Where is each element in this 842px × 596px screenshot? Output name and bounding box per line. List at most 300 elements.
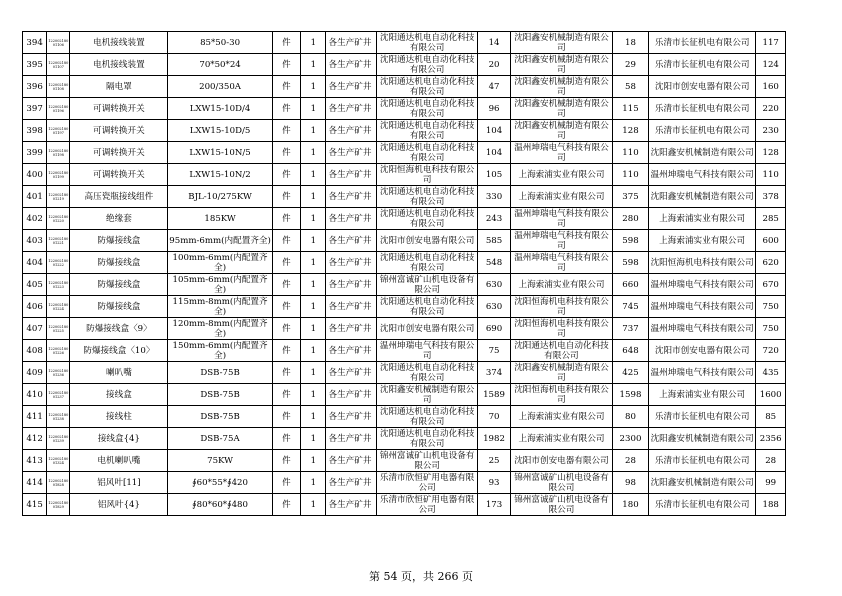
row-number: 402 [23, 208, 47, 230]
item-unit: 件 [272, 494, 300, 516]
supplier-3: 沈阳恒海机电科技有限公司 [648, 252, 755, 274]
supplier-2: 温州坤瑞电气科技有限公司 [510, 142, 612, 164]
row-number: 406 [23, 296, 47, 318]
material-code: 122002180 01219 [47, 186, 70, 208]
price-3: 99 [756, 472, 786, 494]
item-spec: ∮60*55*∮420 [168, 472, 272, 494]
price-1: 585 [478, 230, 511, 252]
department: 各生产矿井 [326, 54, 377, 76]
price-1: 243 [478, 208, 511, 230]
item-unit: 件 [272, 318, 300, 340]
item-unit: 件 [272, 362, 300, 384]
table-row [23, 54, 786, 76]
table-row [23, 98, 786, 120]
item-spec: LXW15-10D/4 [168, 98, 272, 120]
department: 各生产矿井 [326, 230, 377, 252]
item-qty: 1 [301, 494, 326, 516]
table-row [23, 208, 786, 230]
item-unit: 件 [272, 384, 300, 406]
item-spec: 70*50*24 [168, 54, 272, 76]
department: 各生产矿井 [326, 120, 377, 142]
supplier-2: 温州坤瑞电气科技有限公司 [510, 252, 612, 274]
table-row [23, 428, 786, 450]
supplier-3: 乐清市长征机电有限公司 [648, 494, 755, 516]
price-2: 2300 [613, 428, 649, 450]
item-name: 防爆接线盒〈9〉 [70, 318, 168, 340]
material-code: 122002180 01198 [47, 142, 70, 164]
table-row [23, 296, 786, 318]
department: 各生产矿井 [326, 142, 377, 164]
price-1: 1982 [478, 428, 511, 450]
price-3: 2356 [756, 428, 786, 450]
table-row [23, 120, 786, 142]
supplier-2: 沈阳鑫安机械制造有限公司 [510, 98, 612, 120]
item-qty: 1 [301, 384, 326, 406]
price-1: 47 [478, 76, 511, 98]
table-row [23, 230, 786, 252]
price-2: 375 [613, 186, 649, 208]
item-name: 可调转换开关 [70, 98, 168, 120]
price-2: 425 [613, 362, 649, 384]
material-code: 122002180 01324 [47, 450, 70, 472]
price-1: 104 [478, 142, 511, 164]
supplier-1: 沈阳通达机电自动化科技有限公司 [377, 296, 478, 318]
item-qty: 1 [301, 472, 326, 494]
item-qty: 1 [301, 406, 326, 428]
price-2: 648 [613, 340, 649, 362]
item-spec: BJL-10/275KW [168, 186, 272, 208]
item-name: 可调转换开关 [70, 142, 168, 164]
item-qty: 1 [301, 340, 326, 362]
supplier-2: 沈阳恒海机电科技有限公司 [510, 296, 612, 318]
price-2: 80 [613, 406, 649, 428]
item-qty: 1 [301, 98, 326, 120]
item-qty: 1 [301, 164, 326, 186]
price-1: 75 [478, 340, 511, 362]
price-1: 630 [478, 296, 511, 318]
item-name: 防爆接线盒 [70, 230, 168, 252]
item-unit: 件 [272, 164, 300, 186]
item-unit: 件 [272, 252, 300, 274]
item-qty: 1 [301, 252, 326, 274]
item-qty: 1 [301, 296, 326, 318]
supplier-3: 乐清市长征机电有限公司 [648, 54, 755, 76]
row-number: 413 [23, 450, 47, 472]
price-3: 620 [756, 252, 786, 274]
item-name: 可调转换开关 [70, 164, 168, 186]
item-qty: 1 [301, 54, 326, 76]
item-name: 可调转换开关 [70, 120, 168, 142]
table-row [23, 318, 786, 340]
supplier-2: 沈阳鑫安机械制造有限公司 [510, 76, 612, 98]
price-2: 98 [613, 472, 649, 494]
material-code: 122002180 01225 [47, 318, 70, 340]
item-spec: DSB-75A [168, 428, 272, 450]
table-body [23, 32, 786, 516]
supplier-3: 沈阳鑫安机械制造有限公司 [648, 186, 755, 208]
table-row [23, 406, 786, 428]
item-unit: 件 [272, 186, 300, 208]
table-row [23, 384, 786, 406]
price-3: 285 [756, 208, 786, 230]
item-qty: 1 [301, 362, 326, 384]
table-row [23, 494, 786, 516]
row-number: 403 [23, 230, 47, 252]
department: 各生产矿井 [326, 318, 377, 340]
item-unit: 件 [272, 406, 300, 428]
table-row [23, 186, 786, 208]
material-code: 122002180 01237 [47, 384, 70, 406]
row-number: 401 [23, 186, 47, 208]
supplier-1: 沈阳通达机电自动化科技有限公司 [377, 54, 478, 76]
supplier-3: 沈阳鑫安机械制造有限公司 [648, 472, 755, 494]
material-code: 122002180 01236 [47, 362, 70, 384]
supplier-2: 沈阳市创安电器有限公司 [510, 450, 612, 472]
item-unit: 件 [272, 472, 300, 494]
price-3: 750 [756, 318, 786, 340]
item-spec: LXW15-10N/5 [168, 142, 272, 164]
department: 各生产矿井 [326, 340, 377, 362]
supplier-1: 沈阳通达机电自动化科技有限公司 [377, 208, 478, 230]
price-1: 70 [478, 406, 511, 428]
department: 各生产矿井 [326, 32, 377, 54]
material-code: 122002180 01239 [47, 428, 70, 450]
table-row [23, 142, 786, 164]
supplier-3: 温州坤瑞电气科技有限公司 [648, 318, 755, 340]
supplier-1: 乐清市欣恒矿用电器有限公司 [377, 472, 478, 494]
department: 各生产矿井 [326, 296, 377, 318]
material-code: 122002180 01223 [47, 274, 70, 296]
price-3: 117 [756, 32, 786, 54]
price-3: 720 [756, 340, 786, 362]
table-row [23, 340, 786, 362]
price-3: 750 [756, 296, 786, 318]
item-unit: 件 [272, 98, 300, 120]
supplier-1: 沈阳通达机电自动化科技有限公司 [377, 32, 478, 54]
item-qty: 1 [301, 208, 326, 230]
item-unit: 件 [272, 32, 300, 54]
item-qty: 1 [301, 76, 326, 98]
supplier-2: 沈阳通达机电自动化科技有限公司 [510, 340, 612, 362]
table-row [23, 274, 786, 296]
price-1: 690 [478, 318, 511, 340]
supplier-3: 乐清市长征机电有限公司 [648, 32, 755, 54]
price-1: 96 [478, 98, 511, 120]
department: 各生产矿井 [326, 384, 377, 406]
supplier-2: 沈阳恒海机电科技有限公司 [510, 384, 612, 406]
department: 各生产矿井 [326, 428, 377, 450]
price-2: 180 [613, 494, 649, 516]
supplier-1: 沈阳通达机电自动化科技有限公司 [377, 98, 478, 120]
row-number: 412 [23, 428, 47, 450]
supplier-3: 温州坤瑞电气科技有限公司 [648, 164, 755, 186]
table-row [23, 32, 786, 54]
price-1: 1589 [478, 384, 511, 406]
supplier-1: 沈阳市创安电器有限公司 [377, 230, 478, 252]
item-name: 电机接线装置 [70, 32, 168, 54]
item-unit: 件 [272, 230, 300, 252]
department: 各生产矿井 [326, 494, 377, 516]
item-spec: DSB-75B [168, 406, 272, 428]
item-qty: 1 [301, 274, 326, 296]
material-code: 122002180 01199 [47, 164, 70, 186]
material-code: 122002180 01829 [47, 494, 70, 516]
item-qty: 1 [301, 142, 326, 164]
supplier-3: 沈阳市创安电器有限公司 [648, 76, 755, 98]
price-1: 548 [478, 252, 511, 274]
row-number: 415 [23, 494, 47, 516]
material-code: 122002180 01106 [47, 32, 70, 54]
supplier-2: 沈阳鑫安机械制造有限公司 [510, 120, 612, 142]
supplier-3: 乐清市长征机电有限公司 [648, 406, 755, 428]
material-code: 122002180 01220 [47, 208, 70, 230]
price-2: 110 [613, 142, 649, 164]
item-spec: 100mm-6mm(内配置齐全) [168, 252, 272, 274]
department: 各生产矿井 [326, 76, 377, 98]
price-2: 58 [613, 76, 649, 98]
price-1: 105 [478, 164, 511, 186]
item-spec: 185KW [168, 208, 272, 230]
price-2: 128 [613, 120, 649, 142]
table-row [23, 362, 786, 384]
item-name: 接线盒{4} [70, 428, 168, 450]
department: 各生产矿井 [326, 362, 377, 384]
item-unit: 件 [272, 274, 300, 296]
supplier-3: 沈阳鑫安机械制造有限公司 [648, 428, 755, 450]
item-spec: 105mm-6mm(内配置齐全) [168, 274, 272, 296]
material-code: 122002180 01107 [47, 54, 70, 76]
material-code: 122002180 01224 [47, 296, 70, 318]
item-qty: 1 [301, 186, 326, 208]
item-spec: 150mm-6mm(内配置齐全) [168, 340, 272, 362]
price-3: 85 [756, 406, 786, 428]
supplier-1: 沈阳市创安电器有限公司 [377, 318, 478, 340]
price-2: 598 [613, 252, 649, 274]
price-2: 745 [613, 296, 649, 318]
supplier-1: 锦州富诚矿山机电设备有限公司 [377, 274, 478, 296]
row-number: 400 [23, 164, 47, 186]
item-unit: 件 [272, 296, 300, 318]
price-2: 18 [613, 32, 649, 54]
supplier-2: 沈阳鑫安机械制造有限公司 [510, 54, 612, 76]
price-3: 220 [756, 98, 786, 120]
item-name: 喇叭嘴 [70, 362, 168, 384]
supplier-3: 上海索浦实业有限公司 [648, 208, 755, 230]
item-qty: 1 [301, 32, 326, 54]
item-name: 接线柱 [70, 406, 168, 428]
supplier-3: 温州坤瑞电气科技有限公司 [648, 274, 755, 296]
supplier-1: 乐清市欣恒矿用电器有限公司 [377, 494, 478, 516]
item-qty: 1 [301, 120, 326, 142]
supplier-1: 沈阳恒海机电科技有限公司 [377, 164, 478, 186]
price-2: 660 [613, 274, 649, 296]
price-2: 737 [613, 318, 649, 340]
item-unit: 件 [272, 450, 300, 472]
item-spec: 95mm-6mm(内配置齐全) [168, 230, 272, 252]
item-name: 铝风叶{4} [70, 494, 168, 516]
item-unit: 件 [272, 54, 300, 76]
price-1: 20 [478, 54, 511, 76]
item-spec: ∮80*60*∮480 [168, 494, 272, 516]
table-row [23, 472, 786, 494]
price-2: 1598 [613, 384, 649, 406]
item-qty: 1 [301, 230, 326, 252]
supplier-1: 温州坤瑞电气科技有限公司 [377, 340, 478, 362]
supplier-2: 温州坤瑞电气科技有限公司 [510, 230, 612, 252]
price-3: 378 [756, 186, 786, 208]
price-2: 110 [613, 164, 649, 186]
price-1: 14 [478, 32, 511, 54]
row-number: 414 [23, 472, 47, 494]
price-1: 25 [478, 450, 511, 472]
price-3: 188 [756, 494, 786, 516]
supplier-1: 沈阳通达机电自动化科技有限公司 [377, 406, 478, 428]
price-2: 115 [613, 98, 649, 120]
supplier-3: 乐清市长征机电有限公司 [648, 450, 755, 472]
price-3: 435 [756, 362, 786, 384]
price-3: 124 [756, 54, 786, 76]
department: 各生产矿井 [326, 274, 377, 296]
supplier-3: 沈阳鑫安机械制造有限公司 [648, 142, 755, 164]
department: 各生产矿井 [326, 98, 377, 120]
row-number: 411 [23, 406, 47, 428]
supplier-3: 上海索浦实业有限公司 [648, 384, 755, 406]
row-number: 396 [23, 76, 47, 98]
supplier-2: 上海索浦实业有限公司 [510, 186, 612, 208]
supplier-3: 乐清市长征机电有限公司 [648, 98, 755, 120]
item-name: 防爆接线盒 [70, 274, 168, 296]
material-code: 122002180 01222 [47, 252, 70, 274]
item-spec: 115mm-8mm(内配置齐全) [168, 296, 272, 318]
item-unit: 件 [272, 208, 300, 230]
supplier-2: 温州坤瑞电气科技有限公司 [510, 208, 612, 230]
price-2: 28 [613, 450, 649, 472]
price-3: 160 [756, 76, 786, 98]
supplier-2: 沈阳恒海机电科技有限公司 [510, 318, 612, 340]
supplier-2: 沈阳鑫安机械制造有限公司 [510, 362, 612, 384]
item-unit: 件 [272, 76, 300, 98]
page-footer: 第 54 页，共 266 页 [369, 570, 473, 583]
price-3: 600 [756, 230, 786, 252]
supplier-2: 上海索浦实业有限公司 [510, 428, 612, 450]
material-code: 122002180 01108 [47, 76, 70, 98]
supplier-1: 沈阳通达机电自动化科技有限公司 [377, 252, 478, 274]
item-spec: 75KW [168, 450, 272, 472]
price-1: 630 [478, 274, 511, 296]
supplier-3: 沈阳市创安电器有限公司 [648, 340, 755, 362]
row-number: 395 [23, 54, 47, 76]
item-name: 高压瓷瓶接线组件 [70, 186, 168, 208]
item-name: 铝风叶[11] [70, 472, 168, 494]
item-spec: DSB-75B [168, 384, 272, 406]
table-row [23, 450, 786, 472]
supplier-3: 温州坤瑞电气科技有限公司 [648, 362, 755, 384]
supplier-2: 锦州富诚矿山机电设备有限公司 [510, 494, 612, 516]
price-3: 230 [756, 120, 786, 142]
price-3: 128 [756, 142, 786, 164]
item-spec: 200/350A [168, 76, 272, 98]
department: 各生产矿井 [326, 208, 377, 230]
supplier-1: 沈阳通达机电自动化科技有限公司 [377, 76, 478, 98]
row-number: 399 [23, 142, 47, 164]
item-unit: 件 [272, 428, 300, 450]
price-3: 1600 [756, 384, 786, 406]
department: 各生产矿井 [326, 186, 377, 208]
supplier-1: 沈阳通达机电自动化科技有限公司 [377, 142, 478, 164]
price-2: 598 [613, 230, 649, 252]
material-code: 122002180 01197 [47, 120, 70, 142]
supplier-2: 锦州富诚矿山机电设备有限公司 [510, 472, 612, 494]
material-code: 122002180 01828 [47, 472, 70, 494]
row-number: 410 [23, 384, 47, 406]
item-unit: 件 [272, 340, 300, 362]
item-qty: 1 [301, 428, 326, 450]
department: 各生产矿井 [326, 406, 377, 428]
item-spec: LXW15-10D/5 [168, 120, 272, 142]
price-1: 374 [478, 362, 511, 384]
supplier-1: 沈阳通达机电自动化科技有限公司 [377, 120, 478, 142]
row-number: 394 [23, 32, 47, 54]
item-name: 防爆接线盒〈10〉 [70, 340, 168, 362]
material-code: 122002180 01221 [47, 230, 70, 252]
row-number: 397 [23, 98, 47, 120]
row-number: 398 [23, 120, 47, 142]
row-number: 405 [23, 274, 47, 296]
item-qty: 1 [301, 450, 326, 472]
row-number: 407 [23, 318, 47, 340]
supplier-2: 沈阳鑫安机械制造有限公司 [510, 32, 612, 54]
supplier-3: 上海索浦实业有限公司 [648, 230, 755, 252]
supplier-3: 乐清市长征机电有限公司 [648, 120, 755, 142]
price-2: 280 [613, 208, 649, 230]
item-name: 防爆接线盒 [70, 252, 168, 274]
supplier-1: 沈阳鑫安机械制造有限公司 [377, 384, 478, 406]
supplier-2: 上海索浦实业有限公司 [510, 274, 612, 296]
material-code: 122002180 01196 [47, 98, 70, 120]
item-unit: 件 [272, 142, 300, 164]
item-spec: LXW15-10N/2 [168, 164, 272, 186]
department: 各生产矿井 [326, 450, 377, 472]
table-row [23, 76, 786, 98]
supplier-1: 沈阳通达机电自动化科技有限公司 [377, 428, 478, 450]
supplier-1: 锦州富诚矿山机电设备有限公司 [377, 450, 478, 472]
supplier-3: 温州坤瑞电气科技有限公司 [648, 296, 755, 318]
price-3: 110 [756, 164, 786, 186]
item-name: 电机喇叭嘴 [70, 450, 168, 472]
table-row [23, 252, 786, 274]
supplier-1: 沈阳通达机电自动化科技有限公司 [377, 362, 478, 384]
item-name: 防爆接线盒 [70, 296, 168, 318]
price-1: 104 [478, 120, 511, 142]
item-name: 绝缘套 [70, 208, 168, 230]
price-2: 29 [613, 54, 649, 76]
price-comparison-table [22, 31, 786, 516]
table-row [23, 164, 786, 186]
material-code: 122002180 01226 [47, 340, 70, 362]
row-number: 408 [23, 340, 47, 362]
item-spec: DSB-75B [168, 362, 272, 384]
item-unit: 件 [272, 120, 300, 142]
price-3: 28 [756, 450, 786, 472]
price-3: 670 [756, 274, 786, 296]
item-spec: 120mm-8mm(内配置齐全) [168, 318, 272, 340]
item-qty: 1 [301, 318, 326, 340]
row-number: 409 [23, 362, 47, 384]
item-spec: 85*50-30 [168, 32, 272, 54]
supplier-1: 沈阳通达机电自动化科技有限公司 [377, 186, 478, 208]
item-name: 电机接线装置 [70, 54, 168, 76]
price-1: 330 [478, 186, 511, 208]
